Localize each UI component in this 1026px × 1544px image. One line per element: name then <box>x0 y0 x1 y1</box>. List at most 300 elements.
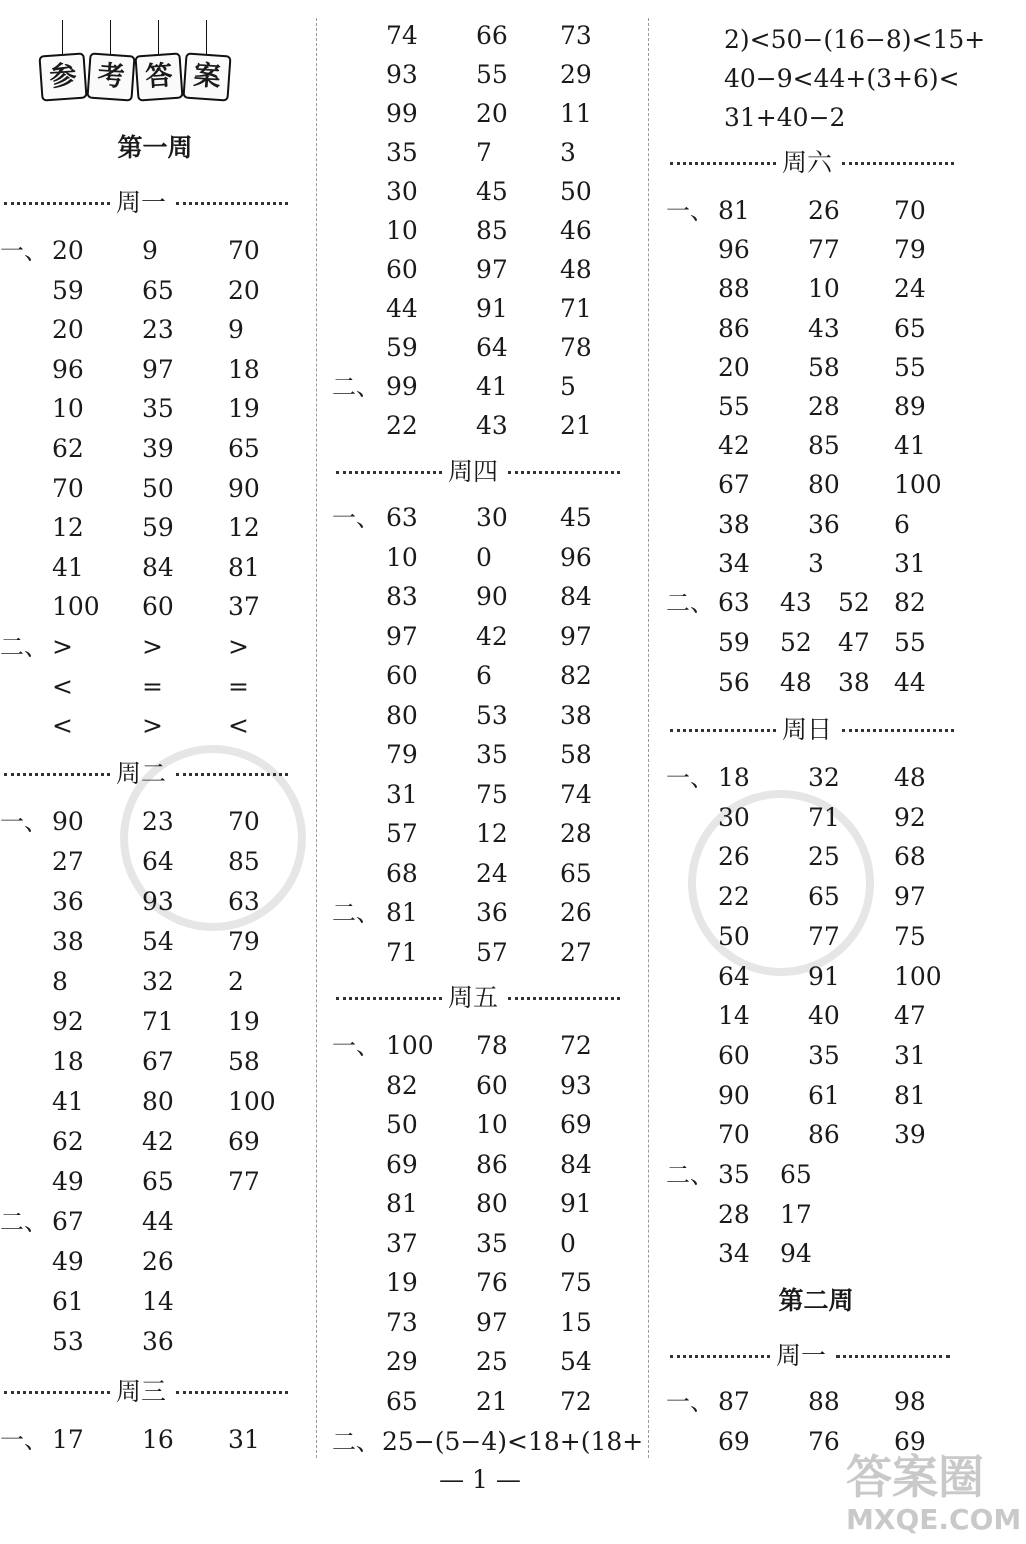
answer-value: 24 <box>894 274 926 304</box>
answer-row <box>0 842 310 882</box>
answer-value: 69 <box>228 1127 260 1156</box>
answer-value: 73 <box>386 1307 418 1337</box>
answer-value: 42 <box>476 621 508 651</box>
answer-value: 19 <box>386 1268 418 1297</box>
answer-value: 65 <box>780 1160 812 1189</box>
answer-row <box>332 406 646 446</box>
answer-value: 67 <box>142 1047 174 1076</box>
answer-row <box>0 389 310 429</box>
answer-value: 85 <box>476 216 508 245</box>
answer-value: 30 <box>718 802 750 832</box>
answer-row <box>666 583 966 623</box>
dotted-rule <box>508 471 620 474</box>
answer-value: 61 <box>52 1287 84 1316</box>
day-header <box>666 710 966 750</box>
answer-row <box>0 882 310 922</box>
answer-value: 65 <box>560 858 592 888</box>
answer-value: 75 <box>560 1268 592 1297</box>
answer-value: 76 <box>808 1427 840 1456</box>
answer-value: 25 <box>808 842 840 872</box>
answer-row <box>332 1224 646 1264</box>
answer-row <box>666 623 966 663</box>
answer-value: 80 <box>386 700 418 730</box>
part-marker: 一、 <box>0 808 48 836</box>
answer-row <box>666 191 966 231</box>
answer-text-line: 2)<50−(16−8)<15+ <box>724 25 986 54</box>
answer-row <box>332 1145 646 1185</box>
answer-value: 20 <box>52 315 84 345</box>
answer-row <box>332 577 646 617</box>
answer-row <box>666 1155 966 1195</box>
answer-value: 81 <box>228 552 260 582</box>
answer-row <box>332 656 646 696</box>
answer-value: 71 <box>142 1007 174 1036</box>
answer-value: 38 <box>52 927 84 956</box>
answer-value: 26 <box>808 196 840 225</box>
answer-row <box>666 996 966 1036</box>
answer-text: 25−(5−4)<18+(18+ <box>382 1427 644 1456</box>
answer-row <box>666 663 966 703</box>
answer-row <box>332 1184 646 1224</box>
answer-value: 47 <box>838 628 870 657</box>
answer-value: 10 <box>808 274 840 304</box>
answer-value: 65 <box>228 434 260 463</box>
answer-row <box>666 957 966 997</box>
answer-value: 22 <box>718 882 750 912</box>
dotted-rule <box>842 162 954 165</box>
answer-value: 80 <box>476 1189 508 1218</box>
answer-value: 84 <box>560 1149 592 1179</box>
answer-value: = <box>228 671 249 701</box>
answer-value: 56 <box>718 668 750 697</box>
answer-value: 18 <box>228 354 260 384</box>
answer-row <box>666 544 966 584</box>
part-marker: 二、 <box>666 589 714 617</box>
answer-value: 36 <box>52 887 84 916</box>
answer-value: 34 <box>718 1239 750 1269</box>
answer-row <box>666 505 966 545</box>
part-marker: 二、 <box>666 1161 714 1189</box>
answer-value: 59 <box>718 628 750 657</box>
answer-value: 41 <box>52 1087 84 1116</box>
answer-value: 70 <box>894 196 926 225</box>
answer-value: 38 <box>560 700 592 730</box>
answer-row <box>0 1122 310 1162</box>
answer-value: 28 <box>560 819 592 848</box>
answer-row <box>0 706 310 746</box>
answer-row <box>332 498 646 538</box>
answer-row <box>332 1066 646 1106</box>
answer-value: 38 <box>838 668 870 697</box>
answer-value: 20 <box>476 99 508 128</box>
answer-value: 68 <box>386 858 418 888</box>
answer-value: 74 <box>560 779 592 809</box>
answer-row <box>666 465 966 505</box>
dotted-rule <box>336 471 442 474</box>
answer-value: 44 <box>142 1207 174 1236</box>
answer-value: 93 <box>142 887 174 916</box>
answer-value: 47 <box>894 1001 926 1031</box>
answer-value: 50 <box>386 1110 418 1139</box>
answer-value: 69 <box>560 1110 592 1139</box>
answer-value: 31 <box>894 1040 926 1070</box>
part-marker: 一、 <box>666 764 714 792</box>
answer-value: 90 <box>228 473 260 503</box>
answer-row <box>0 1042 310 1082</box>
answer-row <box>0 1082 310 1122</box>
answer-value: 82 <box>894 588 926 617</box>
answer-value: 17 <box>780 1199 812 1229</box>
answer-value: 20 <box>52 236 84 265</box>
answer-value: 54 <box>142 927 174 956</box>
answer-row <box>666 798 966 838</box>
part-marker: 二、 <box>0 1208 48 1236</box>
answer-value: 10 <box>386 216 418 245</box>
answer-row <box>0 922 310 962</box>
answer-value: 86 <box>718 313 750 343</box>
answer-value: > <box>228 632 249 661</box>
answer-value: 12 <box>52 513 84 543</box>
day-header <box>332 452 646 492</box>
dotted-rule <box>836 1355 950 1358</box>
answer-row <box>0 1002 310 1042</box>
answer-row <box>666 877 966 917</box>
answer-value: 62 <box>52 1127 84 1156</box>
answer-value: 86 <box>476 1149 508 1179</box>
answer-row <box>0 429 310 469</box>
answer-value: 6 <box>476 661 492 690</box>
answer-value: 39 <box>142 434 174 463</box>
answer-row <box>332 1026 646 1066</box>
answer-value: 27 <box>52 847 84 876</box>
answer-row <box>332 775 646 815</box>
answer-value: < <box>228 711 249 741</box>
dotted-rule <box>508 997 620 1000</box>
answer-value: 17 <box>52 1425 84 1454</box>
part-marker: 一、 <box>666 1388 714 1416</box>
answer-value: 20 <box>718 352 750 382</box>
answer-value: 58 <box>808 352 840 382</box>
answer-value: 0 <box>560 1228 576 1258</box>
answer-value: 3 <box>560 138 576 167</box>
answer-row <box>666 1076 966 1116</box>
answer-row <box>0 1202 310 1242</box>
answer-value: 20 <box>228 275 260 305</box>
answer-value: 23 <box>142 315 174 345</box>
dotted-rule <box>4 1391 110 1394</box>
answer-value: 32 <box>808 763 840 792</box>
day-label: 周三 <box>116 1377 167 1406</box>
answer-row <box>0 271 310 311</box>
answer-value: 73 <box>560 21 592 50</box>
answer-value: 60 <box>718 1040 750 1070</box>
answer-row <box>0 310 310 350</box>
answer-row <box>332 1422 646 1462</box>
answer-value: 27 <box>560 937 592 967</box>
answer-column-2 <box>332 0 646 1544</box>
answer-row <box>0 231 310 271</box>
day-header <box>666 1336 966 1376</box>
answer-value: 97 <box>386 621 418 651</box>
answer-value: 8 <box>52 967 68 996</box>
week-title: 第一周 <box>117 133 193 162</box>
answer-value: > <box>142 632 163 661</box>
answer-row <box>666 1234 966 1274</box>
column-divider <box>648 18 649 1458</box>
answer-value: 78 <box>476 1031 508 1060</box>
dotted-rule <box>670 1355 770 1358</box>
answer-value: 67 <box>718 470 750 500</box>
answer-value: 70 <box>228 236 260 265</box>
day-label: 周四 <box>448 457 499 486</box>
day-label: 周日 <box>782 715 833 744</box>
answer-value: 48 <box>560 255 592 284</box>
answer-value: 52 <box>838 588 870 617</box>
answer-value: 18 <box>52 1047 84 1076</box>
answer-row <box>332 94 646 134</box>
answer-value: 26 <box>718 842 750 872</box>
answer-value: 30 <box>386 177 418 206</box>
day-label: 周一 <box>116 188 167 217</box>
answer-value: 5 <box>560 372 576 401</box>
answer-value: 91 <box>560 1189 592 1218</box>
answer-value: 40 <box>808 1001 840 1031</box>
answer-value: 10 <box>52 394 84 424</box>
answer-value: 28 <box>718 1199 750 1229</box>
answer-value: 55 <box>476 60 508 89</box>
answer-row <box>332 328 646 368</box>
answer-value: 93 <box>560 1070 592 1100</box>
answer-value: 64 <box>718 961 750 991</box>
answer-value: 60 <box>142 592 174 622</box>
day-header <box>0 1372 310 1412</box>
answer-value: 19 <box>228 394 260 424</box>
answer-row <box>0 627 310 667</box>
answer-value: 7 <box>476 138 492 167</box>
day-header <box>332 978 646 1018</box>
answer-value: 23 <box>142 807 174 836</box>
answer-value: 91 <box>808 961 840 991</box>
answer-row <box>666 269 966 309</box>
answer-value: 60 <box>386 661 418 690</box>
answer-value: 55 <box>894 628 926 657</box>
answer-value: 35 <box>476 740 508 769</box>
answer-value: 63 <box>228 887 260 916</box>
answer-value: 30 <box>476 503 508 532</box>
answer-row <box>0 802 310 842</box>
answer-value: 41 <box>52 552 84 582</box>
part-marker: 一、 <box>666 197 714 225</box>
answer-value: 65 <box>808 882 840 912</box>
answer-value: 65 <box>894 313 926 343</box>
answer-value: 9 <box>142 236 158 265</box>
answer-row <box>332 16 646 56</box>
answer-value: 11 <box>560 99 592 128</box>
answer-value: 18 <box>718 763 750 792</box>
answer-value: 85 <box>808 431 840 461</box>
answer-value: 41 <box>476 372 508 401</box>
answer-value: 92 <box>52 1007 84 1036</box>
answer-value: 100 <box>894 961 942 991</box>
answer-value: 43 <box>780 588 812 617</box>
answer-value: 81 <box>386 1189 418 1218</box>
answer-value: 50 <box>718 921 750 951</box>
answer-row <box>0 1420 310 1460</box>
day-header <box>0 183 310 223</box>
answer-value: 63 <box>386 503 418 532</box>
answer-value: 97 <box>476 255 508 284</box>
answer-value: < <box>52 671 73 701</box>
answer-value: 97 <box>476 1307 508 1337</box>
answer-value: 24 <box>476 858 508 888</box>
answer-row <box>332 1382 646 1422</box>
answer-value: 77 <box>808 921 840 951</box>
answer-value: 89 <box>894 392 926 421</box>
answer-value: 35 <box>142 394 174 424</box>
dotted-rule <box>176 1391 288 1394</box>
answer-value: 84 <box>560 582 592 611</box>
answer-value: 68 <box>894 842 926 872</box>
answer-value: 60 <box>476 1070 508 1100</box>
answer-value: 100 <box>894 470 942 500</box>
answer-value: 35 <box>808 1040 840 1070</box>
page-number: — 1 — <box>439 1465 521 1494</box>
day-label: 周六 <box>782 148 833 177</box>
answer-value: 92 <box>894 802 926 832</box>
answer-value: 59 <box>52 275 84 305</box>
answer-row <box>332 538 646 578</box>
answer-value: 66 <box>476 21 508 50</box>
answer-value: 71 <box>386 937 418 967</box>
answer-value: 25 <box>476 1347 508 1376</box>
answer-value: 38 <box>718 509 750 539</box>
answer-row <box>0 1162 310 1202</box>
answer-value: 70 <box>52 473 84 503</box>
answer-row <box>332 1105 646 1145</box>
answer-value: 42 <box>142 1127 174 1156</box>
answer-row <box>0 469 310 509</box>
answer-value: 55 <box>894 352 926 382</box>
answer-value: 90 <box>718 1080 750 1110</box>
answer-value: 60 <box>386 255 418 284</box>
dotted-rule <box>670 162 776 165</box>
answer-value: 48 <box>780 668 812 697</box>
answer-row <box>0 1282 310 1322</box>
answer-value: 39 <box>894 1120 926 1150</box>
answer-value: 53 <box>476 700 508 730</box>
part-marker: 二、 <box>332 373 380 401</box>
answer-value: 59 <box>386 333 418 362</box>
answer-value: 41 <box>894 431 926 461</box>
dotted-rule <box>336 997 442 1000</box>
answer-value: 46 <box>560 216 592 245</box>
answer-value: 61 <box>808 1080 840 1110</box>
answer-value: 82 <box>386 1070 418 1100</box>
column-divider <box>316 18 317 1458</box>
answer-value: 48 <box>894 763 926 792</box>
answer-value: 65 <box>386 1386 418 1416</box>
answer-value: 50 <box>142 473 174 503</box>
answer-value: 75 <box>476 779 508 809</box>
answer-row <box>0 1322 310 1362</box>
answer-value: 58 <box>560 740 592 769</box>
answer-value: 49 <box>52 1247 84 1276</box>
answer-value: 35 <box>718 1160 750 1189</box>
answer-value: 65 <box>142 275 174 305</box>
answer-value: 72 <box>560 1386 592 1416</box>
answer-value: 84 <box>142 552 174 582</box>
answer-row <box>332 1263 646 1303</box>
answer-value: 26 <box>560 898 592 927</box>
answer-value: 35 <box>386 138 418 167</box>
answer-value: 45 <box>476 177 508 206</box>
answer-value: 15 <box>560 1307 592 1337</box>
answer-value: 9 <box>228 315 244 345</box>
answer-value: 100 <box>52 592 100 622</box>
title-tile: 案 <box>182 52 231 101</box>
answer-value: 29 <box>386 1347 418 1376</box>
answer-value: 67 <box>52 1207 84 1236</box>
answer-value: 54 <box>560 1347 592 1376</box>
answer-value: 79 <box>228 927 260 956</box>
answer-row <box>666 309 966 349</box>
answer-row <box>332 893 646 933</box>
answer-value: 16 <box>142 1425 174 1454</box>
answer-value: 85 <box>228 847 260 876</box>
day-label: 周五 <box>448 983 499 1012</box>
answer-value: 71 <box>808 802 840 832</box>
answer-value: 100 <box>228 1087 276 1116</box>
answer-row <box>0 508 310 548</box>
answer-value: 43 <box>808 313 840 343</box>
answer-row <box>666 758 966 798</box>
answer-value: 36 <box>476 898 508 927</box>
answer-row <box>0 587 310 627</box>
title-tile: 答 <box>134 52 183 101</box>
answer-value: 32 <box>142 967 174 996</box>
answer-value: 99 <box>386 99 418 128</box>
answer-value: 49 <box>52 1167 84 1196</box>
title-tile: 参 <box>38 52 87 101</box>
answer-row <box>332 367 646 407</box>
answer-value: 6 <box>894 509 910 539</box>
answer-value: 58 <box>228 1047 260 1076</box>
answer-value: 21 <box>476 1386 508 1416</box>
answer-value: 79 <box>386 740 418 769</box>
answer-value: 3 <box>808 548 824 578</box>
answer-value: 90 <box>476 582 508 611</box>
answer-value: 81 <box>386 898 418 927</box>
week-title: 第二周 <box>778 1286 854 1315</box>
day-header <box>0 754 310 794</box>
answer-value: 26 <box>142 1247 174 1276</box>
answer-value: 31 <box>894 548 926 578</box>
answer-value: 64 <box>476 333 508 362</box>
dotted-rule <box>4 202 110 205</box>
answer-value: 80 <box>142 1087 174 1116</box>
answer-value: 81 <box>894 1080 926 1110</box>
part-marker: 二、 <box>332 1428 380 1456</box>
answer-value: 83 <box>386 582 418 611</box>
answer-row <box>0 350 310 390</box>
answer-value: 87 <box>718 1387 750 1416</box>
answer-value: 12 <box>228 513 260 543</box>
answer-value: 70 <box>718 1120 750 1150</box>
answer-row <box>332 250 646 290</box>
answer-value: 80 <box>808 470 840 500</box>
answer-value: 65 <box>142 1167 174 1196</box>
day-label: 周二 <box>116 759 167 788</box>
